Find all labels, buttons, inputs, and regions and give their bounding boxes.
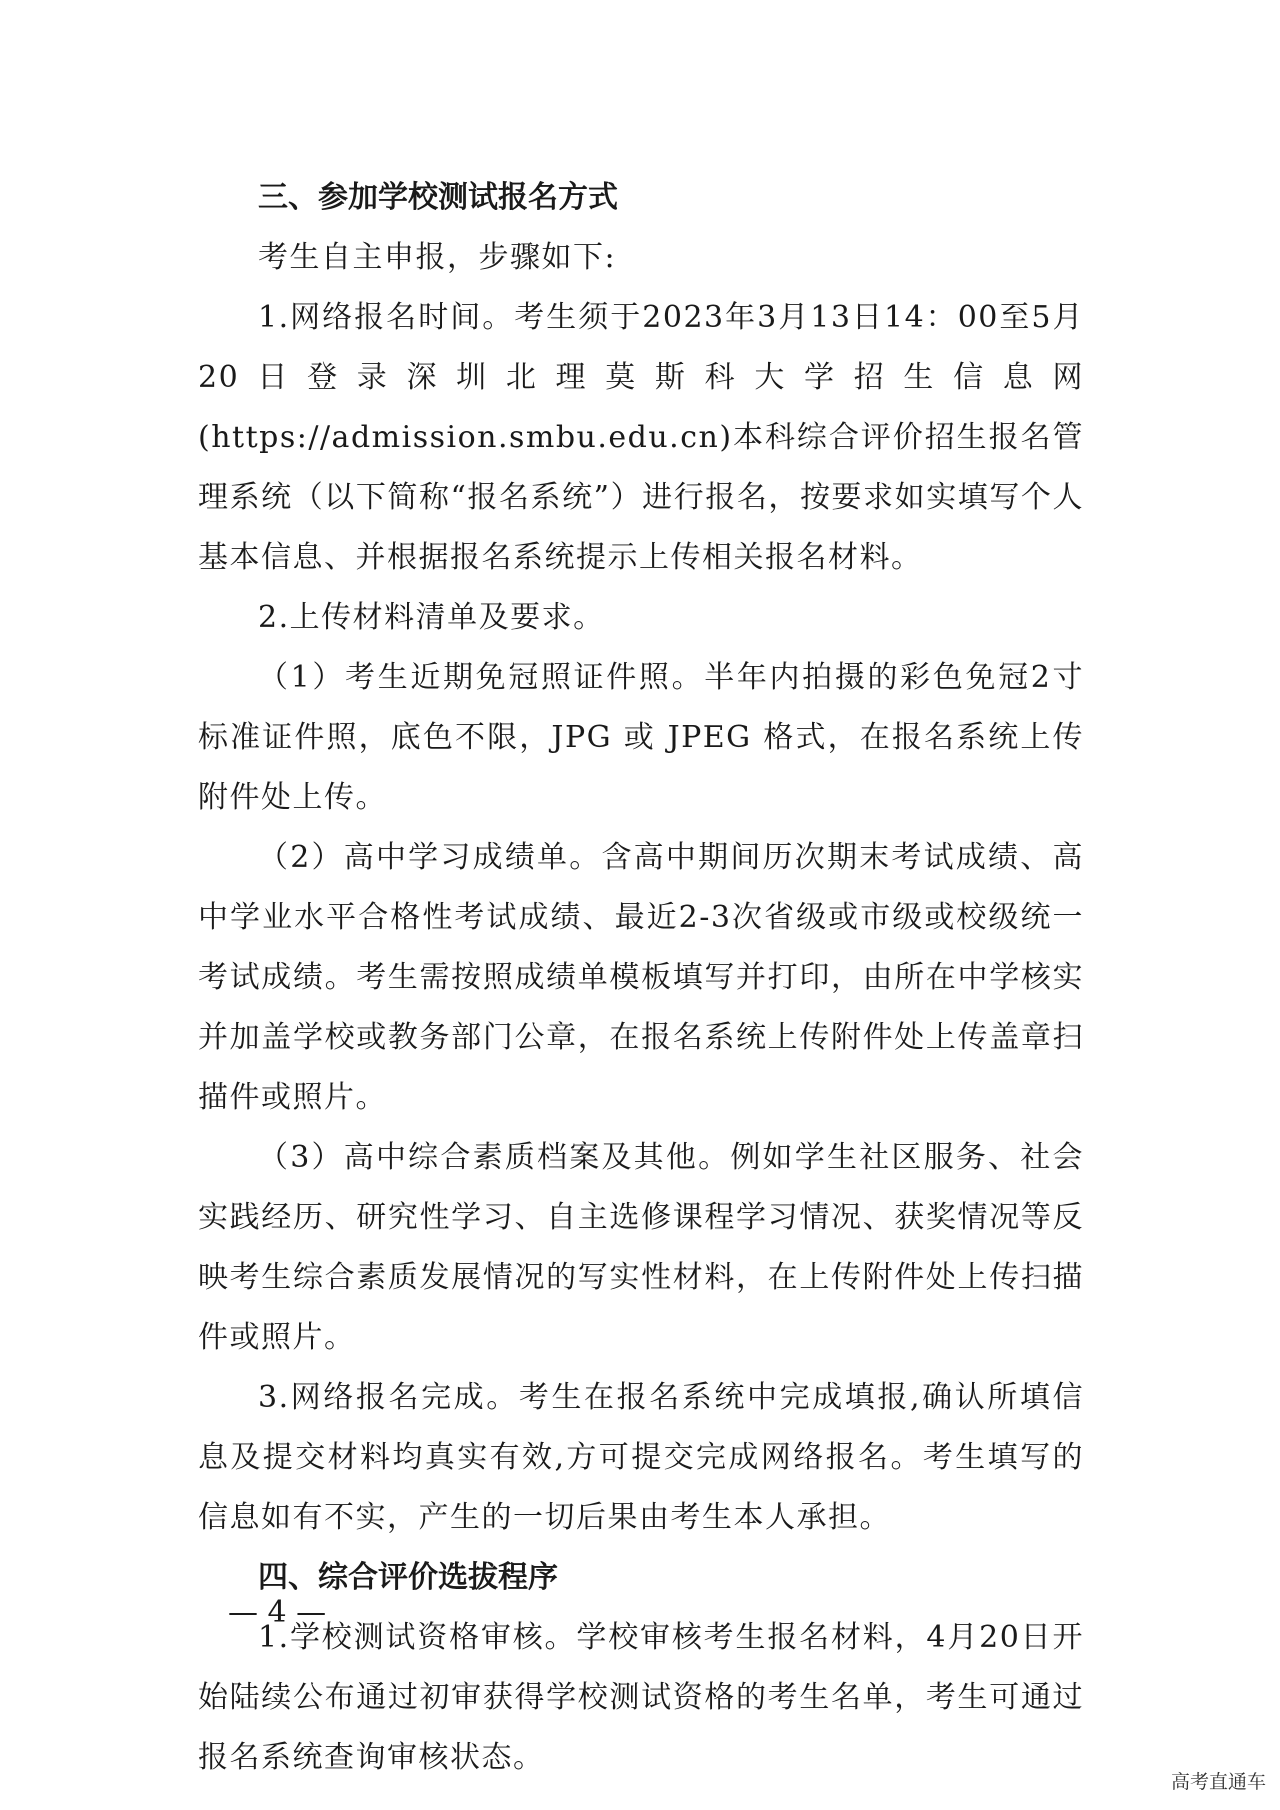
watermark-text: 高考直通车 <box>1170 1771 1266 1793</box>
paragraph-materials-list: 2.上传材料清单及要求。 <box>258 600 605 635</box>
paragraph-material-portfolio: （3）高中综合素质档案及其他。例如学生社区服务、社会实践经历、研究性学习、自主选修课程学习情况、获奖情况等反映考生综合素质发展情况的写实性材料，在上传附件处上传扫描件或照片。 <box>198 1140 1084 1355</box>
paragraph-qualification-review: 1.学校测试资格审核。学校审核考生报名材料，4月20日开始陆续公布通过初审获得学校测试资格的考生名单，考生可通过报名系统查询审核状态。 <box>198 1620 1084 1775</box>
section-heading-selection-procedure: 四、综合评价选拔程序 <box>258 1560 558 1595</box>
page-number: — 4 — <box>228 1595 327 1630</box>
paragraph-material-photo: （1）考生近期免冠照证件照。半年内拍摄的彩色免冠2寸标准证件照，底色不限，JPG 或 JPEG 格式，在报名系统上传附件处上传。 <box>198 660 1084 815</box>
document-body <box>198 168 1084 1788</box>
paragraph-online-registration-time: 1.网络报名时间。考生须于2023年3月13日14：00至5月20日登录深圳北理莫斯科大学招生信息网(https://admission.smbu.edu.cn)本科综合评价招生报名管理系统（以下简称“报名系统”）进行报名，按要求如实填写个人基本信息、并根据报名系统提示上传相关报名材料。 <box>198 300 1084 575</box>
paragraph-registration-complete: 3.网络报名完成。考生在报名系统中完成填报,确认所填信息及提交材料均真实有效,方可提交完成网络报名。考生填写的信息如有不实，产生的一切后果由考生本人承担。 <box>198 1380 1084 1535</box>
paragraph-intro: 考生自主申报，步骤如下: <box>258 240 617 275</box>
paragraph-material-transcript: （2）高中学习成绩单。含高中期间历次期末考试成绩、高中学业水平合格性考试成绩、最近2-3次省级或市级或校级统一考试成绩。考生需按照成绩单模板填写并打印，由所在中学核实并加盖学校或教务部门公章，在报名系统上传附件处上传盖章扫描件或照片。 <box>198 840 1084 1115</box>
section-heading-registration: 三、参加学校测试报名方式 <box>258 180 618 215</box>
